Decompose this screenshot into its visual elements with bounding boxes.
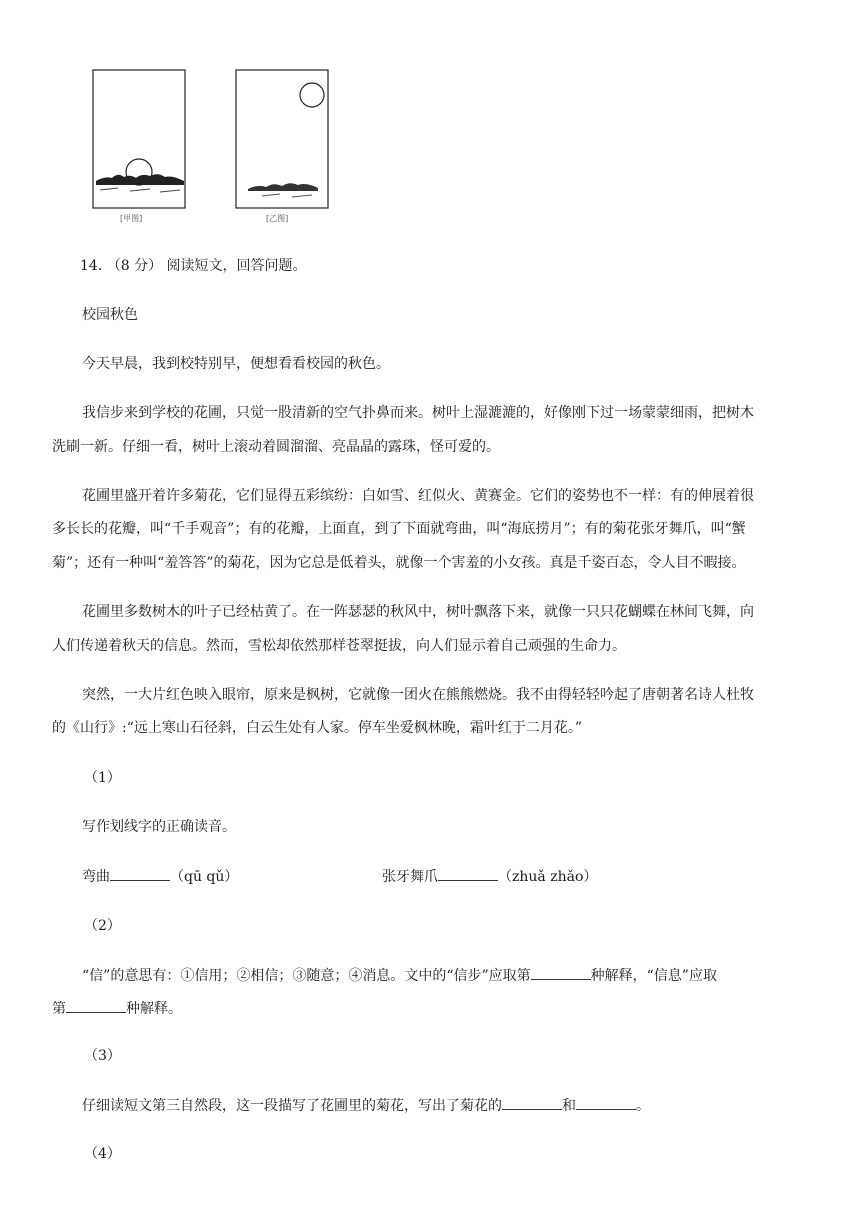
answer-blank[interactable] bbox=[66, 998, 126, 1013]
q2-text-d: 种解释。 bbox=[126, 1001, 182, 1017]
item-1-word: 弯曲 bbox=[82, 869, 110, 885]
figure-caption-jia: [甲图] bbox=[120, 214, 143, 223]
passage-paragraph-1: 今天早晨，我到校特别早，便想看看校园的秋色。 bbox=[82, 356, 390, 372]
subquestion-2-number: （2） bbox=[84, 918, 121, 934]
subquestion-1-item-1 bbox=[82, 866, 238, 887]
item-2-word: 张牙舞爪 bbox=[382, 869, 438, 885]
figure-jia bbox=[93, 70, 185, 208]
q3-text-a: 仔细读短文第三自然段，这一段描写了花圃里的菊花，写出了菊花的 bbox=[82, 1098, 502, 1114]
figure-yi bbox=[236, 70, 328, 208]
subquestion-4-number: （4） bbox=[84, 1146, 121, 1162]
passage-title: 校园秋色 bbox=[82, 307, 138, 323]
subquestion-1-number: （1） bbox=[84, 770, 121, 786]
subquestion-3-number: （3） bbox=[84, 1048, 121, 1064]
question-header: 14. （8 分） 阅读短文，回答问题。 bbox=[80, 258, 307, 274]
subquestion-3-line bbox=[82, 1095, 650, 1116]
figure-caption-yi: [乙图] bbox=[266, 214, 289, 223]
answer-blank[interactable] bbox=[438, 866, 498, 881]
subquestion-1-item-2 bbox=[382, 866, 597, 887]
item-2-options: （zhuǎ zhǎo） bbox=[498, 869, 598, 885]
q3-text-b: 和 bbox=[562, 1098, 576, 1114]
answer-blank[interactable] bbox=[502, 1095, 562, 1110]
figure-area bbox=[0, 0, 865, 240]
subquestion-2-line-1 bbox=[82, 965, 717, 986]
item-1-options: （qū qǔ） bbox=[170, 869, 239, 885]
answer-blank[interactable] bbox=[110, 866, 170, 881]
passage-paragraph-4-line-2: 人们传递着秋天的信息。然而，雪松却依然那样苍翠挺拔，向人们显示着自己顽强的生命力。 bbox=[52, 638, 626, 654]
q2-text-c: 第 bbox=[52, 1001, 66, 1017]
passage-paragraph-4-line-1: 花圃里多数树木的叶子已经枯黄了。在一阵瑟瑟的秋风中，树叶飘落下来，就像一只只花蝴蝶在林间飞舞，向 bbox=[82, 604, 754, 620]
q2-text-a: “信”的意思有：①信用；②相信；③随意；④消息。文中的“信步”应取第 bbox=[82, 968, 531, 984]
passage-paragraph-2-line-1: 我信步来到学校的花圃，只觉一股清新的空气扑鼻而来。树叶上湿漉漉的，好像刚下过一场蒙蒙细雨，把树木 bbox=[82, 405, 754, 421]
passage-paragraph-3-line-3: 菊”；还有一种叫“羞答答”的菊花，因为它总是低着头，就像一个害羞的小女孩。真是千姿百态，令人目不暇接。 bbox=[52, 555, 746, 571]
answer-blank[interactable] bbox=[576, 1095, 636, 1110]
passage-paragraph-5-line-2: 的《山行》:“远上寒山石径斜，白云生处有人家。停车坐爱枫林晚，霜叶红于二月花。” bbox=[52, 720, 583, 736]
passage-paragraph-3-line-2: 多长长的花瓣，叫“千手观音”；有的花瓣，上面直，到了下面就弯曲，叫“海底捞月”；有的菊花张牙舞爪，叫“蟹 bbox=[52, 521, 746, 537]
answer-blank[interactable] bbox=[531, 965, 591, 980]
q2-text-b: 种解释，“信息”应取 bbox=[590, 968, 717, 984]
passage-paragraph-3-line-1: 花圃里盛开着许多菊花，它们显得五彩缤纷：白如雪、红似火、黄赛金。它们的姿势也不一样：有的伸展着很 bbox=[82, 488, 754, 504]
passage-paragraph-2-line-2: 洗刷一新。仔细一看，树叶上滚动着圆溜溜、亮晶晶的露珠，怪可爱的。 bbox=[52, 439, 500, 455]
subquestion-2-line-2 bbox=[52, 998, 182, 1019]
q3-text-c: 。 bbox=[636, 1098, 650, 1114]
subquestion-1-prompt: 写作划线字的正确读音。 bbox=[82, 819, 236, 835]
passage-paragraph-5-line-1: 突然，一大片红色映入眼帘，原来是枫树，它就像一团火在熊熊燃烧。我不由得轻轻吟起了唐朝著名诗人杜牧 bbox=[82, 687, 754, 703]
figures-svg bbox=[0, 0, 865, 240]
